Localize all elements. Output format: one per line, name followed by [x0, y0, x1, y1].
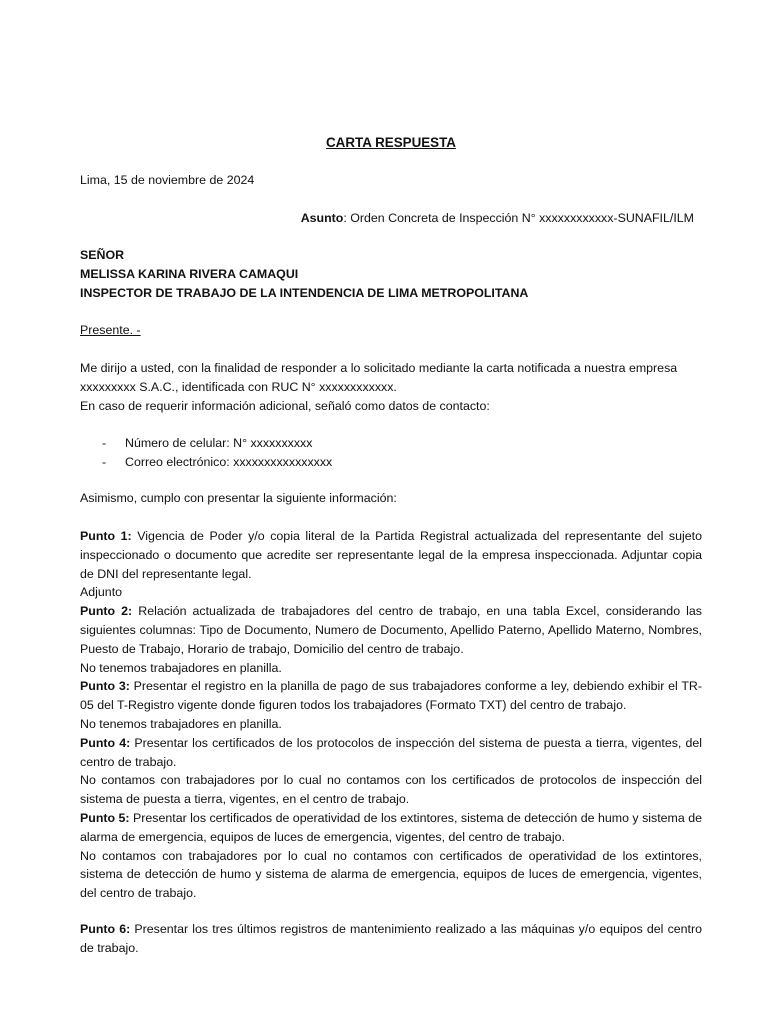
asunto-label: Asunto	[300, 211, 344, 225]
point-label: Punto 3:	[80, 679, 130, 694]
point-text: Presentar el registro en la planilla de pago de sus trabajadores conforme a ley, debiendo exhibir el TR- 05 del T-Registro vigente donde figuren todos los trabajadores (Formato TXT) del centro de trabajo.	[80, 679, 702, 713]
point-text: Presentar los certificados de operatividad de los extintores, sistema de detección de humo y sistema de alarma de emergencia, equipos de luces de emergencia, vigentes, del centro de trabajo.	[80, 810, 702, 844]
contact-phone-text: Número de celular: N° xxxxxxxxxx	[125, 436, 313, 450]
point-1	[80, 527, 702, 583]
point-text: Presentar los certificados de los protocolos de inspección del sistema de puesta a tierra, vigentes, del centro de trabajo.	[80, 735, 702, 769]
point-label: Punto 2:	[80, 604, 133, 619]
contact-email-text: Correo electrónico: xxxxxxxxxxxxxxxx	[125, 455, 333, 469]
date-line: Lima, 15 de noviembre de 2024	[80, 173, 255, 187]
point-label: Punto 5:	[80, 810, 130, 825]
document-page	[80, 0, 702, 1024]
bullet-dash: -	[102, 455, 107, 469]
contact-item-email	[102, 453, 332, 472]
presentation-line: Asimismo, cumplo con presentar la siguiente información:	[80, 491, 397, 505]
point-text: Relación actualizada de trabajadores del centro de trabajo, en una tabla Excel, considerando las siguientes columnas: Tipo de Documento, Numero de Documento, Apellido Paterno, Apellido Materno, Nombres, Puesto de Trabajo, Horario de trabajo, Domicilio del centro de trabajo.	[80, 604, 702, 656]
point-3	[80, 677, 702, 715]
recipient-position: INSPECTOR DE TRABAJO DE LA INTENDENCIA DE LIMA METROPOLITANA	[80, 286, 529, 300]
contact-intro: En caso de requerir información adicional, señaló como datos de contacto:	[80, 399, 490, 413]
point-label: Punto 1:	[80, 529, 132, 543]
point-5	[80, 809, 702, 847]
point-text: Vigencia de Poder y/o copia literal de la Partida Registral actualizada del representante del sujeto inspeccionado o documento que acredite ser representante legal de la empresa inspeccionada. Adjuntar copia de DNI del representante legal.	[80, 529, 702, 581]
document-title: CARTA RESPUESTA	[326, 135, 456, 150]
points-section	[80, 527, 702, 903]
point-2	[80, 602, 702, 658]
intro-paragraph: Me dirijo a usted, con la finalidad de responder a lo solicitado mediante la carta notificada a nuestra empresa xxxxxxxxx S.A.C., identificada con RUC N° xxxxxxxxxxxx.	[80, 361, 678, 394]
point-label: Punto 4:	[80, 735, 131, 750]
point-4-response: No contamos con trabajadores por lo cual no contamos con los certificados de protocolos de inspección del sistema de puesta a tierra, vigentes, en el centro de trabajo.	[80, 773, 702, 807]
point-6	[80, 920, 702, 958]
point-text: Presentar los tres últimos registros de mantenimiento realizado a las máquinas y/o equipos del centro de trabajo.	[80, 922, 703, 955]
point-label: Punto 6:	[80, 922, 131, 936]
salutation: Presente. -	[80, 323, 141, 337]
point-2-response: No tenemos trabajadores en planilla.	[80, 660, 282, 675]
bullet-dash: -	[102, 436, 107, 450]
point-1-response: Adjunto	[80, 585, 123, 600]
recipient-name: MELISSA KARINA RIVERA CAMAQUI	[80, 267, 299, 281]
point-5-response: No contamos con trabajadores por lo cual no contamos con certificados de operatividad de los extintores, sistema de detección de humo y sistema de alarma de emergencia, equipos de luces de emergencia, vigentes, del centro de trabajo.	[80, 848, 702, 901]
recipient-title: SEÑOR	[80, 248, 125, 262]
contact-item-phone	[102, 434, 312, 453]
asunto-text: : Orden Concreta de Inspección N° xxxxxxxxxxxx-SUNAFIL/ILM	[343, 211, 694, 225]
asunto-line	[301, 209, 694, 228]
point-3-response: No tenemos trabajadores en planilla.	[80, 716, 282, 731]
point-4	[80, 734, 702, 772]
